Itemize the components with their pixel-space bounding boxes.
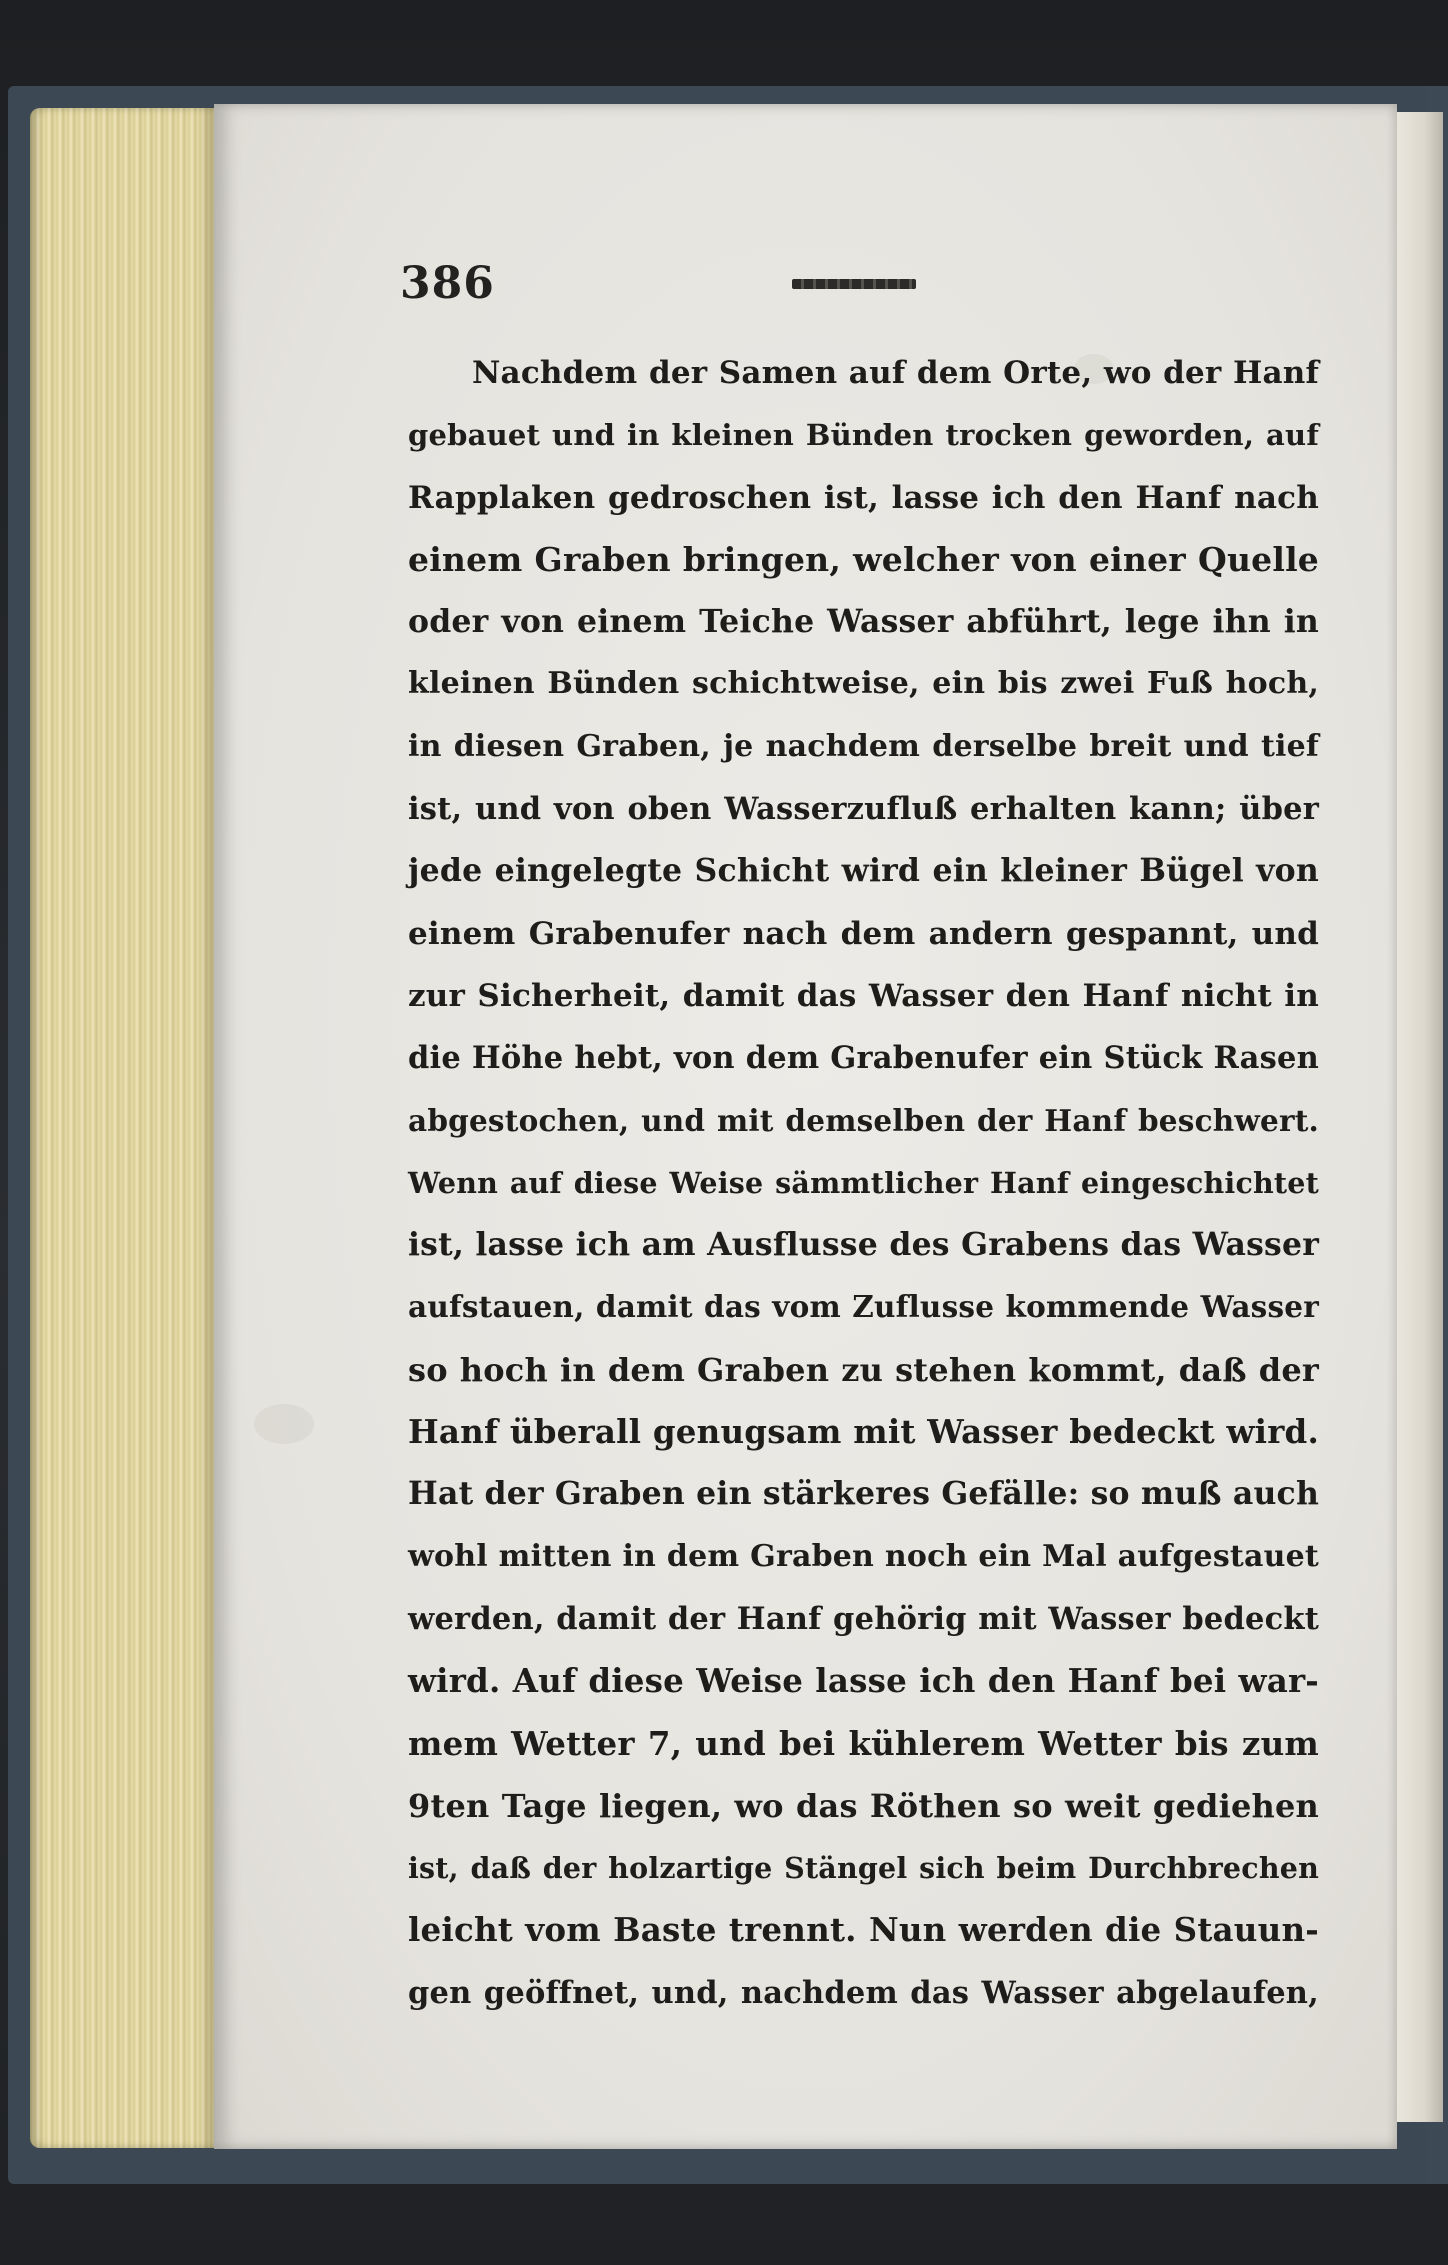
text-line: Rapplaken gedroschen ist, lasse ich den Hanf nach [408, 479, 1319, 516]
text-line: oder von einem Teiche Wasser abführt, lege ihn in [408, 603, 1319, 641]
page-number: 386 [400, 258, 495, 309]
text-line: 9ten Tage liegen, wo das Röthen so weit gediehen [408, 1786, 1319, 1825]
next-leaf-edge [1395, 112, 1443, 2122]
text-line: abgestochen, und mit demselben der Hanf beschwert. [408, 1102, 1319, 1138]
text-line: mem Wetter 7, und bei kühlerem Wetter bis zum [408, 1723, 1319, 1763]
text-line: in diesen Graben, je nachdem derselbe breit und tief [408, 728, 1319, 764]
text-line: einem Grabenufer nach dem andern gespannt, und [408, 915, 1319, 952]
body-text [408, 342, 1319, 2024]
text-line: gen geöffnet, und, nachdem das Wasser abgelaufen, [408, 1974, 1319, 2011]
text-line: Hat der Graben ein stärkeres Gefälle: so muß auch [408, 1475, 1320, 1513]
text-line: Nachdem der Samen auf dem Orte, wo der Hanf [472, 355, 1319, 391]
text-line: die Höhe hebt, von dem Grabenufer ein Stück Rasen [408, 1040, 1319, 1077]
header-ornament-rule [792, 279, 916, 289]
text-line: ist, daß der holzartige Stängel sich beim Durchbrechen [408, 1851, 1319, 1886]
text-line: gebauet und in kleinen Bünden trocken geworden, auf [408, 418, 1319, 453]
text-line: werden, damit der Hanf gehörig mit Wasser bedeckt [408, 1600, 1319, 1637]
text-line: wohl mitten in dem Graben noch ein Mal aufgestauet [408, 1538, 1319, 1574]
text-line: ist, und von oben Wasserzufluß erhalten kann; über [408, 791, 1319, 828]
text-line: Wenn auf diese Weise sämmtlicher Hanf eingeschichtet [408, 1165, 1319, 1200]
text-line: Hanf überall genugsam mit Wasser bedeckt wird. [408, 1412, 1319, 1452]
text-line: wird. Auf diese Weise lasse ich den Hanf bei war- [408, 1661, 1319, 1701]
text-line: so hoch in dem Graben zu stehen kommt, daß der [408, 1350, 1319, 1389]
text-line: kleinen Bünden schichtweise, ein bis zwei Fuß hoch, [408, 666, 1319, 702]
text-line: jede eingelegte Schicht wird ein kleiner Bügel von [408, 852, 1319, 890]
text-line: ist, lasse ich am Ausflusse des Grabens das Wasser [408, 1226, 1319, 1264]
text-line: aufstauen, damit das vom Zuflusse kommende Wasser [408, 1289, 1319, 1325]
page-edges-stack [30, 108, 220, 2148]
text-line: einem Graben bringen, welcher von einer Quelle [408, 539, 1319, 579]
text-line: zur Sicherheit, damit das Wasser den Hanf nicht in [408, 977, 1319, 1014]
text-line: leicht vom Baste trennt. Nun werden die Stauun- [408, 1910, 1319, 1950]
